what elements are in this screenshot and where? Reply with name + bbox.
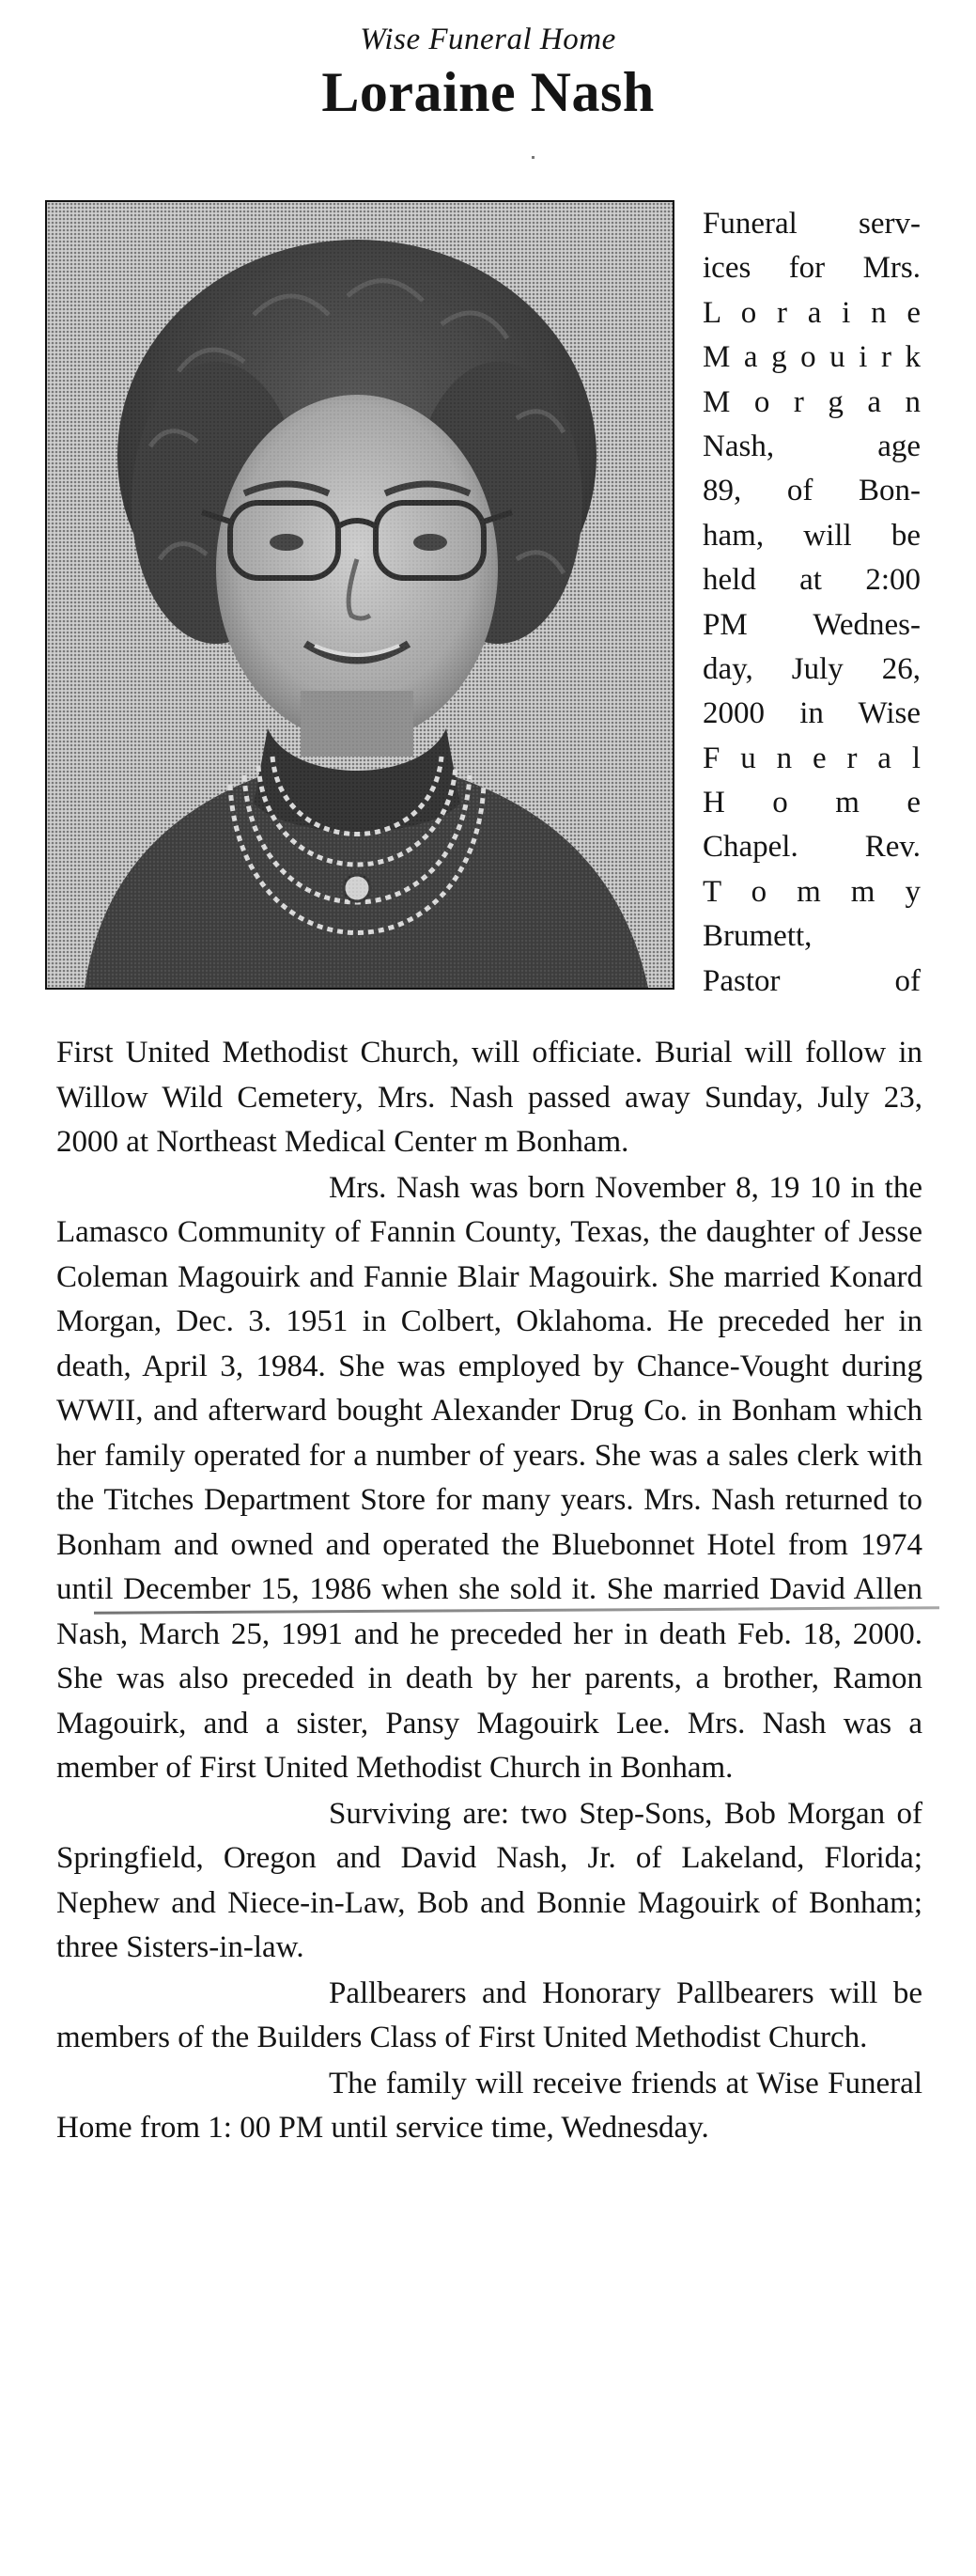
- side-line: held at 2:00: [703, 563, 921, 598]
- side-line: Chapel. Rev.: [703, 830, 921, 865]
- side-line: day, July 26,: [703, 651, 921, 686]
- side-line: M o r g a n: [703, 384, 921, 419]
- obituary-title: Loraine Nash: [321, 61, 655, 123]
- side-line: 89, of Bon-: [703, 474, 921, 508]
- side-line: Funeral serv-: [703, 207, 921, 241]
- side-line: Pastor of: [703, 963, 921, 998]
- funeral-home-name: Wise Funeral Home: [360, 23, 616, 56]
- side-line: H o m e: [703, 786, 921, 820]
- paragraph-pallbearers: Pallbearers and Honorary Pallbearers will be members of the Builders Class of First United Methodist Church.: [56, 1975, 922, 2054]
- side-line: 2000 in Wise: [703, 696, 921, 731]
- side-line: L o r a i n e: [703, 295, 921, 330]
- portrait-photo: [45, 200, 674, 990]
- side-line: ham, will be: [703, 518, 921, 553]
- side-column-text: [703, 202, 921, 1004]
- print-speck: [532, 156, 534, 159]
- side-line: T o m m y: [703, 874, 921, 909]
- paragraph-visitation: The family will receive friends at Wise Funeral Home from 1: 00 PM until service time, Wednesday.: [56, 2066, 922, 2145]
- paragraph-survivors: Surviving are: two Step-Sons, Bob Morgan of Springfield, Oregon and David Nash, Jr. of Lakeland, Florida; Nephew and Niece-in-Law, Bob and Bonnie Magouirk of Bonham; three Sisters-in-law.: [56, 1796, 922, 1964]
- portrait-image: [47, 202, 673, 988]
- side-line: F u n e r a l: [703, 741, 921, 775]
- side-line: Nash, age: [703, 429, 921, 463]
- obituary-body: [56, 1031, 922, 2151]
- side-line: Brumett,: [703, 919, 813, 954]
- paragraph-service-details: First United Methodist Church, will officiate. Burial will follow in Willow Wild Cemetery, Mrs. Nash passed away Sunday, July 23, 2000 at Northeast Medical Center m Bonham.: [56, 1036, 922, 1159]
- side-line: PM Wednes-: [703, 607, 921, 642]
- side-line: ices for Mrs.: [703, 251, 921, 286]
- paragraph-biography: Mrs. Nash was born November 8, 19 10 in the Lamasco Community of Fannin County, Texas, the daughter of Jesse Coleman Magouirk and Fannie Blair Magouirk. She married Konard Morgan, Dec. 3. 1951 in Colbert, Oklahoma. He preceded her in death, April 3, 1984. She was employed by Chance-Vought during WWII, and afterward bought Alexander Drug Co. in Bonham which her family operated for a number of years. She was a sales clerk with the Titches Department Store for many years. Mrs. Nash returned to Bonham and owned and operated the Bluebonnet Hotel from 1974 until December 15, 1986 when she sold it. She married David Allen Nash, March 25, 1991 and he preceded her in death Feb. 18, 2000. She was also preceded in death by her parents, a brother, Ramon Magouirk, and a sister, Pansy Magouirk Lee. Mrs. Nash was a member of First United Methodist Church in Bonham.: [56, 1170, 922, 1785]
- side-line: M a g o u i r k: [703, 340, 921, 375]
